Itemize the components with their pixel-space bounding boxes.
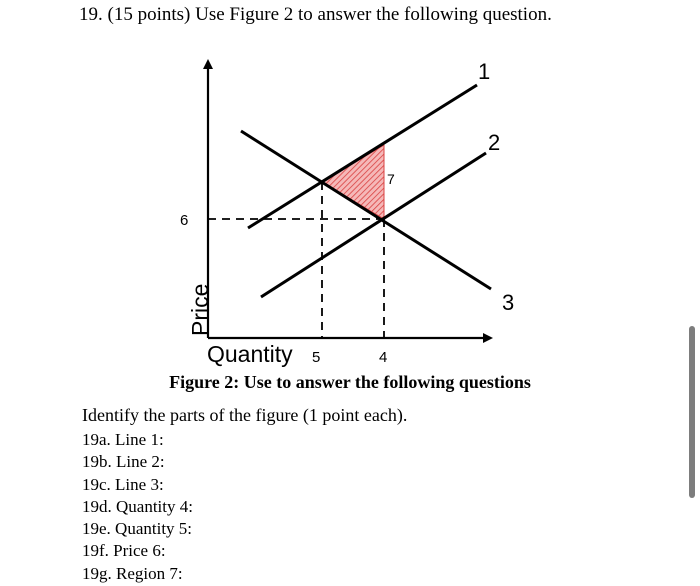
region-7-label: 7: [387, 171, 395, 187]
line-2-label: 2: [488, 130, 501, 155]
figure-caption: Figure 2: Use to answer the following questions: [169, 372, 531, 392]
region-7-triangle: [322, 145, 384, 219]
parts-list: [82, 429, 193, 585]
part-19g: 19g. Region 7:: [82, 563, 183, 583]
line-1-label: 1: [478, 59, 491, 84]
scrollbar-thumb[interactable]: [689, 326, 695, 498]
price-6-label: 6: [180, 212, 189, 229]
part-19a: 19a. Line 1:: [82, 430, 164, 449]
part-19c: 19c. Line 3:: [82, 474, 164, 494]
part-19d: 19d. Quantity 4:: [82, 496, 193, 516]
y-axis-label: Price: [187, 283, 213, 336]
part-19e: 19e. Quantity 5:: [82, 519, 193, 539]
part-19b: 19b. Line 2:: [82, 452, 165, 472]
x-axis-label: Quantity: [207, 341, 293, 367]
instructions: Identify the parts of the figure (1 point each).: [82, 405, 408, 425]
quantity-5-label: 5: [312, 349, 321, 366]
line-3-label: 3: [502, 290, 515, 315]
quantity-4-label: 4: [379, 349, 388, 366]
part-19f: 19f. Price 6:: [82, 541, 166, 561]
question-header: 19. (15 points) Use Figure 2 to answer the following question.: [79, 4, 552, 25]
